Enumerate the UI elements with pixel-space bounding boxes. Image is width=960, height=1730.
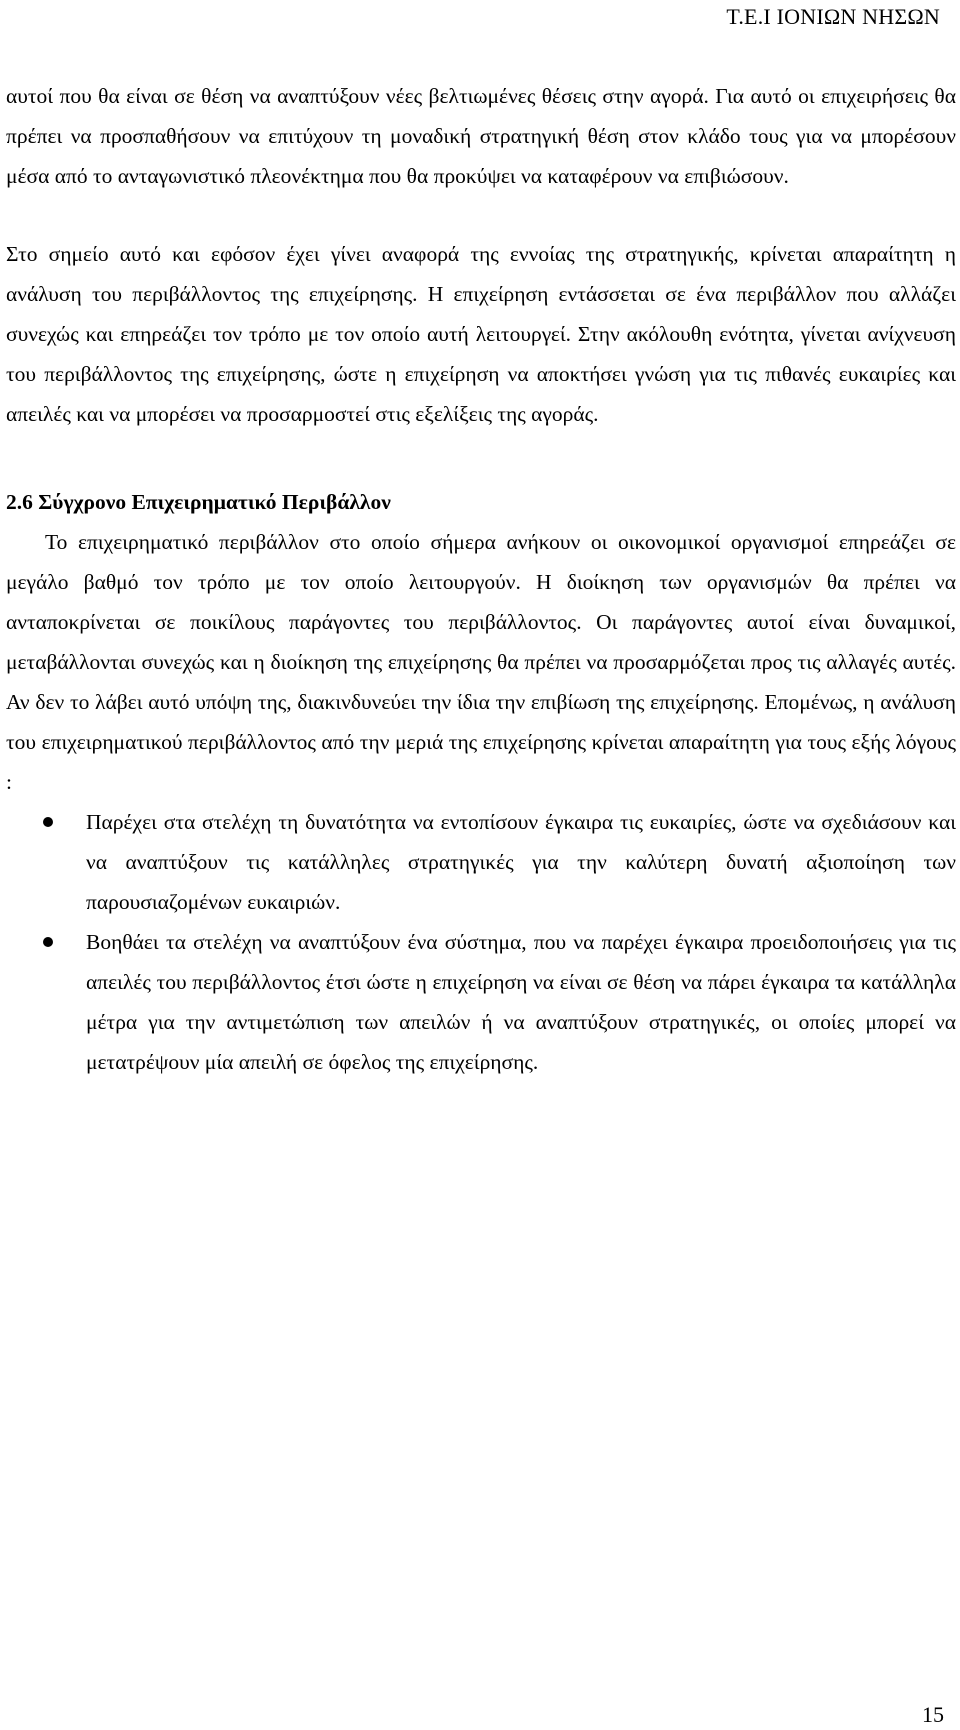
bullet-text: Παρέχει στα στελέχη τη δυνατότητα να εντοπίσουν έγκαιρα τις ευκαιρίες, ώστε να σχεδιάσουν και να αναπτύξουν τις κατάλληλες στρατηγικές για την καλύτερη δυνατή αξιοποίηση των παρουσιαζομένων ευκαιριών.	[86, 810, 956, 914]
list-item	[6, 802, 956, 922]
paragraph-2: Στο σημείο αυτό και εφόσον έχει γίνει αναφορά της εννοίας της στρατηγικής, κρίνεται απαραίτητη η ανάλυση του περιβάλλοντος της επιχείρησης. Η επιχείρηση εντάσσεται σε ένα περιβάλλον που αλλάζει συνεχώς και επηρεάζει τον τρόπο με τον οποίο αυτή λειτουργεί. Στην ακόλουθη ενότητα, γίνεται ανίχνευση του περιβάλλοντος της επιχείρησης, ώστε η επιχείρηση να αποκτήσει γνώση για τις πιθανές ευκαιρίες και απειλές και να μπορέσει να προσαρμοστεί στις εξελίξεις της αγοράς.	[6, 242, 956, 426]
document-body	[6, 76, 956, 1082]
section-heading: 2.6 Σύγχρονο Επιχειρηματικό Περιβάλλον	[6, 490, 391, 514]
list-item	[6, 922, 956, 1082]
bullet-list	[6, 802, 956, 1082]
paragraph-3: Το επιχειρηματικό περιβάλλον στο οποίο σήμερα ανήκουν οι οικονομικοί οργανισμοί επηρεάζει σε μεγάλο βαθμό τον τρόπο με τον οποίο λειτουργούν. Η διοίκηση των οργανισμών θα πρέπει να ανταποκρίνεται σε ποικίλους παράγοντες του περιβάλλοντος. Οι παράγοντες αυτοί είναι δυναμικοί, μεταβάλλονται συνεχώς και η διοίκηση της επιχείρησης θα πρέπει να προσαρμόζεται προς τις αλλαγές αυτές. Αν δεν το λάβει αυτό υπόψη της, διακινδυνεύει την ίδια την επιβίωση της επιχείρησης. Επομένως, η ανάλυση του επιχειρηματικού περιβάλλοντος από την μεριά της επιχείρησης κρίνεται απαραίτητη για τους εξής λόγους :	[6, 530, 956, 794]
bullet-text: Βοηθάει τα στελέχη να αναπτύξουν ένα σύστημα, που να παρέχει έγκαιρα προειδοποιήσεις για τις απειλές του περιβάλλοντος έτσι ώστε η επιχείρηση να είναι σε θέση να πάρει έγκαιρα τα κατάλληλα μέτρα για την αντιμετώπιση των απειλών ή να αναπτύξουν στρατηγικές, οι οποίες μπορεί να μετατρέψουν μία απειλή σε όφελος της επιχείρησης.	[86, 930, 956, 1074]
paragraph-1: αυτοί που θα είναι σε θέση να αναπτύξουν νέες βελτιωμένες θέσεις στην αγορά. Για αυτό οι επιχειρήσεις θα πρέπει να προσπαθήσουν να επιτύχουν τη μοναδική στρατηγική θέση στον κλάδο τους για να μπορέσουν μέσα από το ανταγωνιστικό πλεονέκτημα που θα προκύψει να καταφέρουν να επιβιώσουν.	[6, 84, 956, 188]
bullet-icon	[43, 817, 53, 827]
page-number: 15	[922, 1702, 944, 1727]
page-header: Τ.Ε.Ι ΙΟΝΙΩΝ ΝΗΣΩΝ	[726, 4, 940, 29]
bullet-icon	[43, 937, 53, 947]
